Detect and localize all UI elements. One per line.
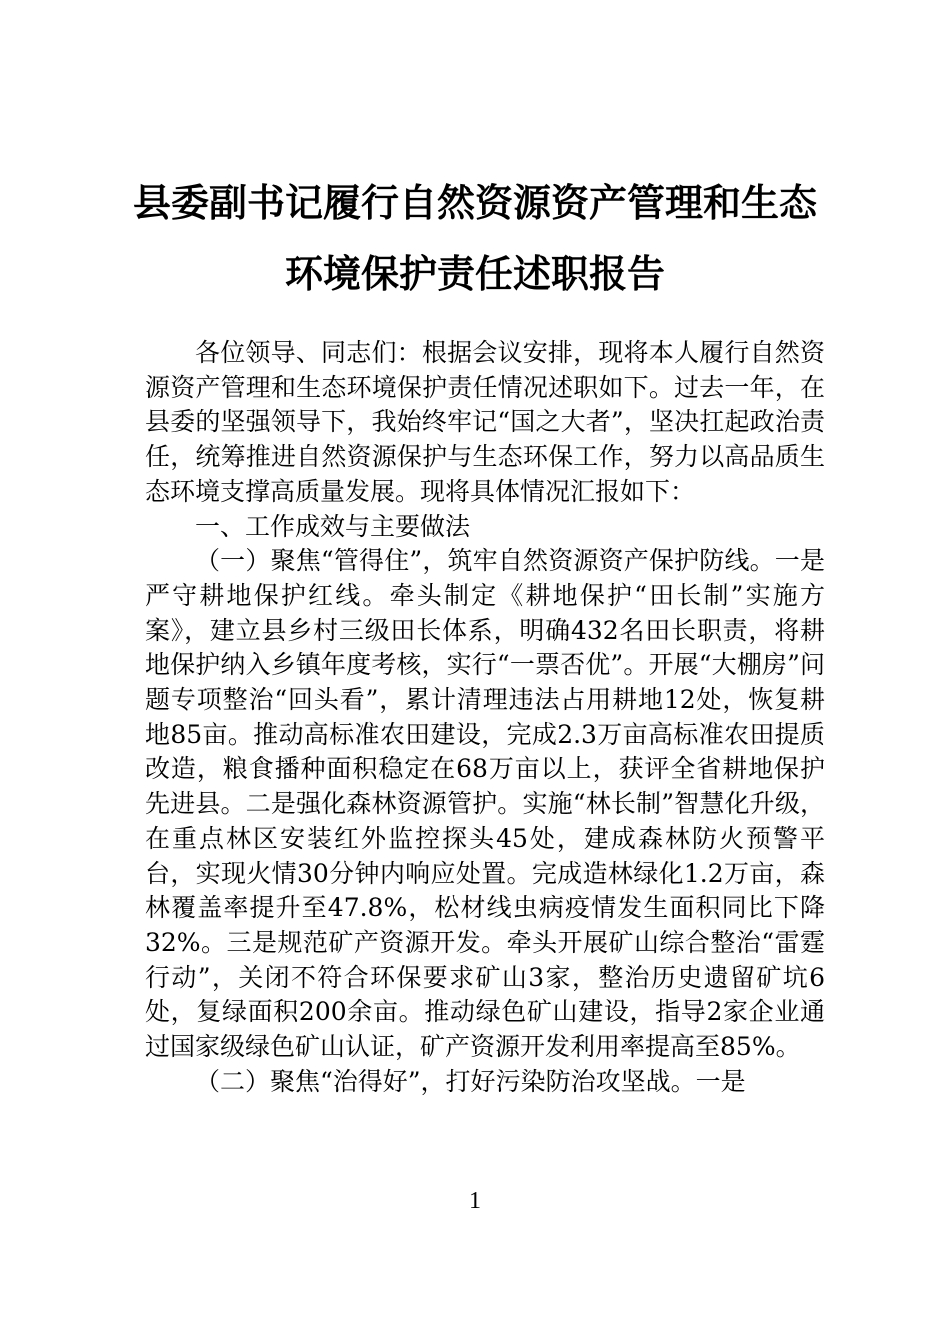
document-title-line-1: 县委副书记履行自然资源资产管理和生态	[132, 181, 817, 225]
paragraph-subsection-2: （二）聚焦“治得好”，打好污染防治攻坚战。一是	[195, 1066, 746, 1096]
document-body	[145, 336, 825, 1099]
page-number: 1	[469, 1188, 481, 1214]
paragraph-subsection-1: （一）聚焦“管得住”，筑牢自然资源资产保护防线。一是严守耕地保护红线。牵头制定《耕地保护“田长制”实施方案》，建立县乡村三级田长体系，明确432名田长职责，将耕地保护纳入乡镇年度考核，实行“一票否优”。开展“大棚房”问题专项整治“回头看”，累计清理违法占用耕地12处，恢复耕地85亩。推动高标准农田建设，完成2.3万亩高标准农田提质改造，粮食播种面积稳定在68万亩以上，获评全省耕地保护先进县。二是强化森林资源管护。实施“林长制”智慧化升级，在重点林区安装红外监控探头45处，建成森林防火预警平台，实现火情30分钟内响应处置。完成造林绿化1.2万亩，森林覆盖率提升至47.8%，松材线虫病疫情发生面积同比下降32%。三是规范矿产资源开发。牵头开展矿山综合整治“雷霆行动”，关闭不符合环保要求矿山3家，整治历史遗留矿坑6处，复绿面积200余亩。推动绿色矿山建设，指导2家企业通过国家级绿色矿山认证，矿产资源开发利用率提高至85%。	[145, 546, 825, 1062]
paragraph-greeting: 各位领导、同志们：根据会议安排，现将本人履行自然资源资产管理和生态环境保护责任情况述职如下。过去一年，在县委的坚强领导下，我始终牢记“国之大者”，坚决扛起政治责任，统筹推进自然资源保护与生态环保工作，努力以高品质生态环境支撑高质量发展。现将具体情况汇报如下：	[145, 338, 825, 506]
document-title-line-2: 环境保护责任述职报告	[284, 252, 665, 296]
paragraph-section-heading: 一、工作成效与主要做法	[195, 511, 471, 541]
